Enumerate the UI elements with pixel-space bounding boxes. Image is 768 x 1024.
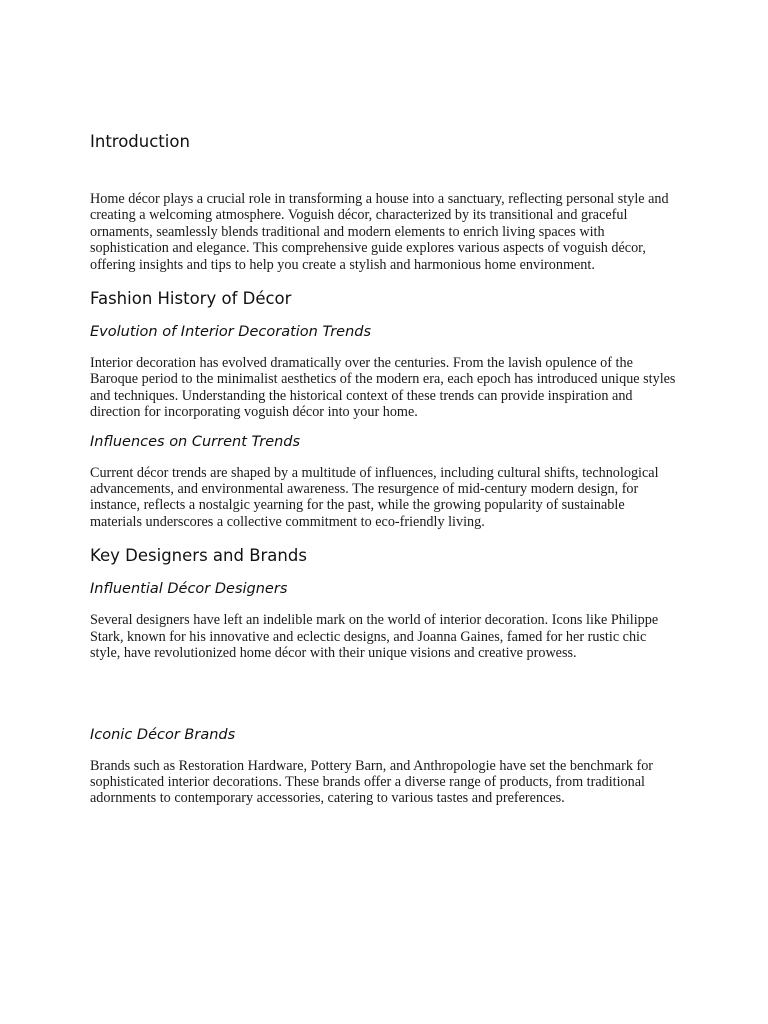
paragraph-influences: Current décor trends are shaped by a multitude of influences, including cultural shifts, technological advancements, and environmental awareness. The resurgence of mid-century modern design, for instance, reflects a nostalgic yearning for the past, while the growing popularity of sustainable materials underscores a collective commitment to eco-friendly living. [90, 464, 659, 530]
paragraph-influential-designers: Several designers have left an indelible mark on the world of interior decoration. Icons like Philippe Stark, known for his innovative and eclectic designs, and Joanna Gaines, famed for her rustic chic style, have revolutionized home décor with their unique visions and creative prowess. [90, 612, 659, 662]
paragraph-iconic-brands: Brands such as Restoration Hardware, Pottery Barn, and Anthropologie have set the benchmark for sophisticated interior decorations. These brands offer a diverse range of products, from traditional adornments to contemporary accessories, catering to various tastes and preferences. [90, 757, 654, 807]
document-content [90, 122, 680, 807]
subheading-evolution: Evolution of Interior Decoration Trends [90, 324, 372, 341]
subheading-influences: Influences on Current Trends [90, 433, 301, 450]
paragraph-introduction: Home décor plays a crucial role in transforming a house into a sanctuary, reflecting personal style and creating a welcoming atmosphere. Voguish décor, characterized by its transitional and graceful ornaments, seamlessly blends traditional and modern elements to enrich living spaces with sophistication and elegance. This comprehensive guide explores various aspects of voguish décor, offering insights and tips to help you create a stylish and harmonious home environment. [90, 191, 669, 273]
section-heading-introduction: Introduction [90, 132, 190, 151]
section-heading-key-designers: Key Designers and Brands [90, 546, 307, 566]
subheading-influential-designers: Influential Décor Designers [90, 581, 288, 598]
section-heading-fashion-history: Fashion History of Décor [90, 289, 292, 309]
subheading-iconic-brands: Iconic Décor Brands [90, 726, 236, 743]
paragraph-evolution: Interior decoration has evolved dramatically over the centuries. From the lavish opulence of the Baroque period to the minimalist aesthetics of the modern era, each epoch has introduced unique styles and techniques. Understanding the historical context of these trends can provide inspiration and direction for incorporating voguish décor into your home. [90, 355, 676, 421]
